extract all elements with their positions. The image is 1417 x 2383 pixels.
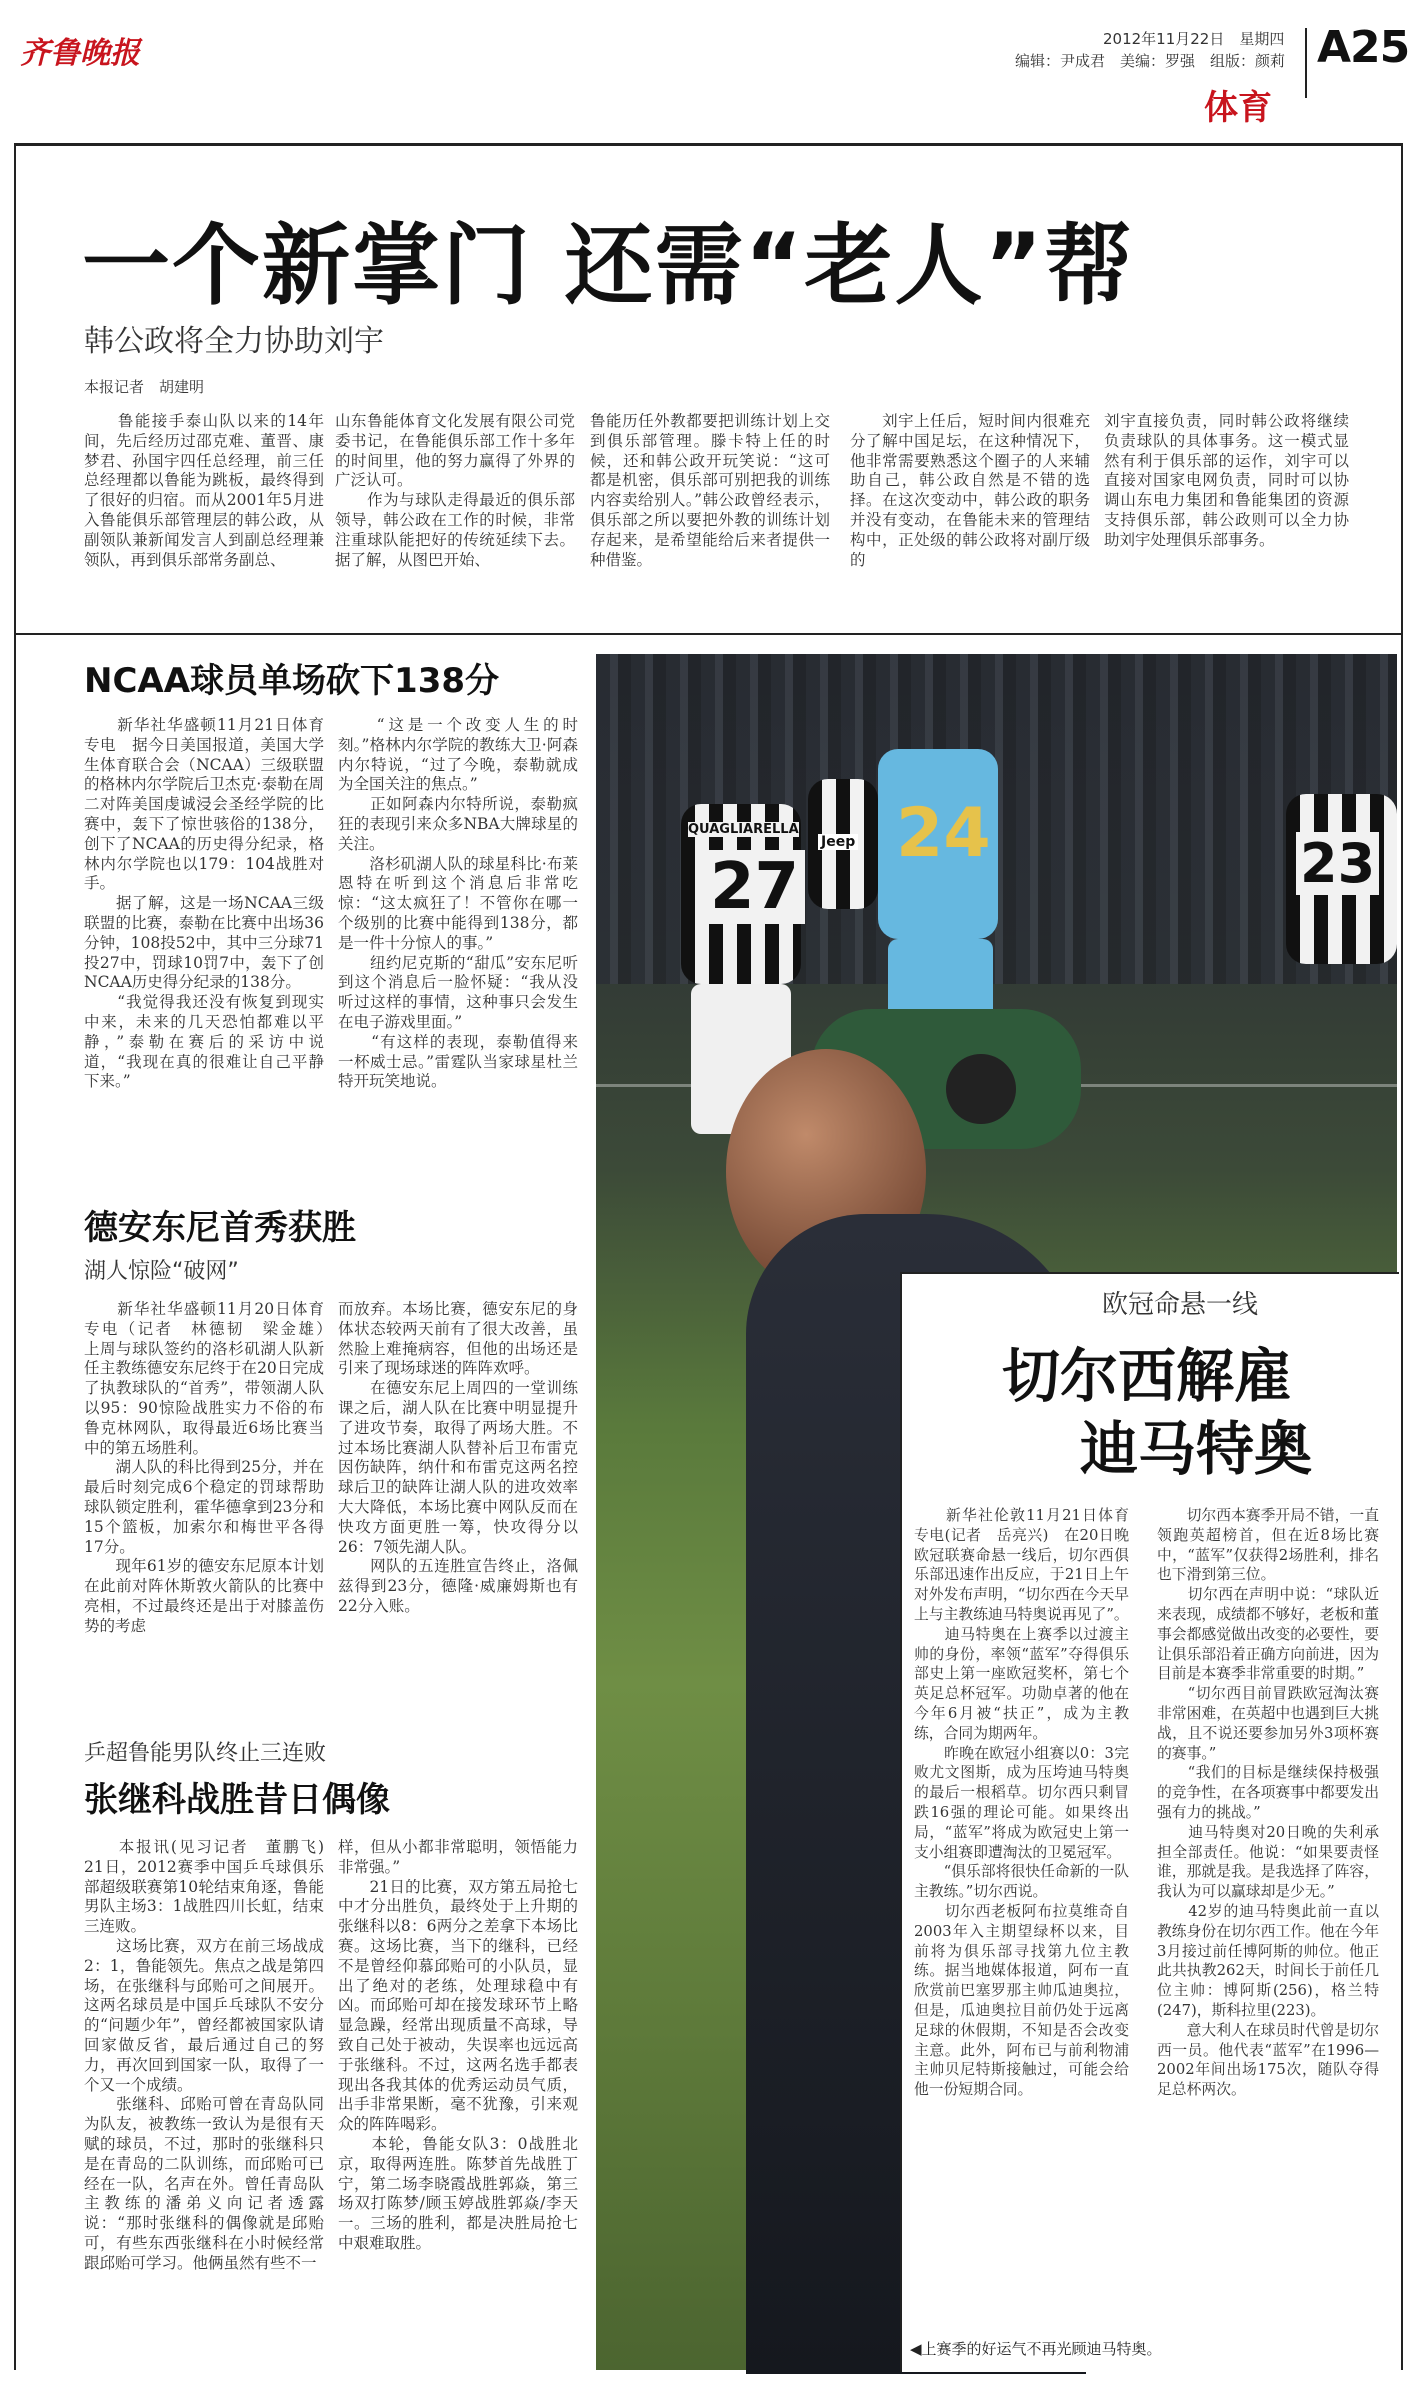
chelsea-column: 新华社伦敦11月21日体育专电(记者 岳亮兴) 在20日晚欧冠联赛命悬一线后，切尔西俱乐部迅速作出反应，于21日上午对外发布声明，“切尔西在今天早上与主教练迪马特奥说再见了”。 迪马特奥在上赛季以过渡主帅的身份，率领“蓝军”夺得俱乐部史上第一座欧冠奖杯，第七个英足总杯冠军。功勋卓著的他在今年6月被“扶正”，成为主教练，合同为期两年。 昨晚在欧冠小组赛以0：3完败尤文图斯，成为压垮迪马特奥的最后一根稻草。切尔西只剩冒跌16强的理论可能。如果终出局，“蓝军”将成为欧冠史上第一支小组赛即遭淘汰的卫冕冠军。 “俱乐部将很快任命新的一队主教练。”切尔西说。 切尔西老板阿布拉莫维奇自2003年入主期望绿杯以来，目前将为俱乐部寻找第九位主教练。据当地媒体报道，阿布一直欣赏前巴塞罗那主帅瓜迪奥拉，但是，瓜迪奥拉目前仍处于远离足球的休假期，不知是否会改变主意。此外，阿布已与前利物浦主帅贝尼特斯接触过，可能会给他一份短期合同。: [914, 1507, 1129, 2099]
player-left-name: QUAGLIARELLA: [688, 822, 799, 837]
right-border: [1401, 143, 1403, 2370]
lead-column: 鲁能接手泰山队以来的14年间，先后经历过邵克难、董晋、康梦君、孙国宇四任总经理，前三任总经理都以鲁能为跳板，最终得到了很好的归宿。而从2001年5月进入鲁能俱乐部管理层的韩公政，从副领队兼新闻发言人到副总经理兼领队，再到俱乐部常务副总、: [84, 412, 324, 569]
lead-subheadline: 韩公政将全力协助刘宇: [84, 324, 384, 359]
chelsea-inset: [900, 1272, 1399, 2372]
chelsea-headline-1: 切尔西解雇: [1002, 1342, 1293, 1410]
editors-line: 编辑：尹成君 美编：罗强 组版：颜莉: [1015, 52, 1286, 70]
pingpong-kicker: 乒超鲁能男队终止三连败: [84, 1741, 327, 1766]
top-rule: [14, 143, 1403, 146]
date-line: 2012年11月22日 星期四: [1103, 30, 1285, 48]
chelsea-kicker: 欧冠命悬一线: [1102, 1290, 1259, 1320]
goalkeeper-head: [946, 1054, 1016, 1124]
dantoni-headline: 德安东尼首秀获胜: [84, 1208, 356, 1248]
chelsea-column: 切尔西本赛季开局不错，一直领跑英超榜首，但在近8场比赛中，“蓝军”仅获得2场胜利，排名也下滑到第三位。 切尔西在声明中说：“球队近来表现，成绩都不够好，老板和董事会都感觉做出改变的必要性，要让俱乐部沿着正确方向前进，因为目前是本赛季非常重要的时期。” “切尔西目前冒跌欧冠淘汰赛非常困难，在英超中也遇到巨大挑战，且不说还要参加另外3项杯赛的赛事。” “我们的目标是继续保持极强的竞争性，在各项赛事中都要发出强有力的挑战。” 迪马特奥对20日晚的失利承担全部责任。他说：“如果要责怪谁，那就是我。是我选择了阵容，我认为可以赢球却是少无。” 42岁的迪马特奥此前一直以教练身份在切尔西工作。他在今年3月接过前任博阿斯的帅位。他正此共执教262天，时间长于前任几位主帅：博阿斯(256)，格兰特(247)，斯科拉里(223)。 意大利人在球员时代曾是切尔西一员。他代表“蓝军”在1996—2002年间出场175次，随队夺得足总杯两次。: [1157, 1507, 1379, 2099]
left-border: [14, 143, 16, 2370]
ncaa-column: 新华社华盛顿11月21日体育专电 据今日美国报道，美国大学生体育联合会（NCAA）三级联盟的格林内尔学院后卫杰克·泰勒在周二对阵美国虔诚浸会圣经学院的比赛中，轰下了惊世骇俗的138分，创下了NCAA的历史得分纪录，格林内尔学院也以179：104战胜对手。 据了解，这是一场NCAA三级联盟的比赛，泰勒在比赛中出场36分钟，108投52中，其中三分球71投27中，罚球10罚7中，轰下了创NCAA历史得分纪录的138分。 “我觉得我还没有恢复到现实中来，未来的几天恐怕都难以平静，”泰勒在赛后的采访中说道，“我现在真的很难让自己平静下来。”: [84, 716, 324, 1091]
lower-divider: [14, 633, 1403, 635]
chelsea-headline-2: 迪马特奥: [1080, 1415, 1313, 1483]
player-right-number: 23: [1296, 832, 1379, 895]
dantoni-column: 新华社华盛顿11月20日体育专电（记者 林德韧 梁金雄） 上周与球队签约的洛杉矶湖人队新任主教练德安东尼终于在20日完成了执教球队的“首秀”，带领湖人队以95：90惊险战胜实力不俗的布鲁克林网队，取得最近6场比赛当中的第五场胜利。 湖人队的科比得到25分，并在最后时刻完成6个稳定的罚球帮助球队锁定胜利，霍华德拿到23分和15个篮板，加索尔和梅世平各得17分。 现年61岁的德安东尼原本计划在此前对阵休斯敦火箭队的比赛中亮相，不过最终还是出于对膝盖伤势的考虑: [84, 1300, 324, 1635]
photo-caption: ◀上赛季的好运气不再光顾迪马特奥。: [910, 2340, 1162, 2358]
paper-name: 齐鲁晚报: [20, 36, 140, 71]
pingpong-column: 样，但从小都非常聪明，领悟能力非常强。” 21日的比赛，双方第五局抢七中才分出胜负，最终处于上升期的张继科以8：6两分之差拿下本场比赛。这场比赛，当下的继科，已经不是曾经仰慕邱贻可的小队员，显出了绝对的老练，处理球稳中有凶。而邱贻可却在接发球环节上略显急躁，经常出现质量不高球，导致自己处于被动，失误率也远远高于张继科。不过，这两名选手都表现出各我其体的优秀运动员气质，出手非常果断，毫不犹豫，引来观众的阵阵喝彩。 本轮，鲁能女队3：0战胜北京，取得两连胜。陈梦首先战胜丁宁，第二场李晓霞战胜郭焱，第三场双打陈梦/顾玉婷战胜郭焱/李天一。三场的胜利，都是决胜局抢七中艰难取胜。: [338, 1838, 578, 2252]
ncaa-headline: NCAA球员单场砍下138分: [84, 661, 500, 701]
masthead-divider: [1305, 28, 1307, 98]
player-center-number: 24: [896, 794, 991, 873]
sponsor-logo: Jeep: [818, 834, 858, 850]
lead-column: 刘宇直接负责，同时韩公政将继续负责球队的具体事务。这一模式显然有利于俱乐部的运作，刘宇可以直接对国家电网负责，同时可以协调山东电力集团和鲁能集团的资源支持俱乐部，韩公政则可以全力协助刘宇处理俱乐部事务。: [1104, 412, 1349, 549]
dantoni-subheadline: 湖人惊险“破网”: [84, 1259, 239, 1284]
player-left-number: 27: [704, 850, 805, 924]
dantoni-column: 而放弃。本场比赛，德安东尼的身体状态较两天前有了很大改善，虽然脸上难掩病容，但他的出场还是引来了现场球迷的阵阵欢呼。 在德安东尼上周四的一堂训练课之后，湖人队在比赛中明显提升了进攻节奏，取得了两场大胜。不过本场比赛湖人队替补后卫布雷克因伤缺阵，纳什和布雷克这两名控球后卫的缺阵让湖人队的进攻效率大大降低，本场比赛中网队反而在快攻方面更胜一筹，快攻得分以26：7领先湖人队。 网队的五连胜宣告终止，洛佩兹得到23分，德隆·威廉姆斯也有22分入账。: [338, 1300, 578, 1615]
lead-headline: 一个新掌门 还需“老人”帮: [82, 214, 1135, 317]
lead-column: 山东鲁能体育文化发展有限公司党委书记，在鲁能俱乐部工作十多年的时间里，他的努力赢得了外界的广泛认可。 作为与球队走得最近的俱乐部领导，韩公政在工作的时候，非常注重球队能把好的传统延续下去。据了解，从图巴开始、: [335, 412, 575, 569]
lead-column: 鲁能历任外教都要把训练计划上交到俱乐部管理。滕卡特上任的时候，还和韩公政开玩笑说：“这可都是机密，俱乐部可别把我的训练内容卖给别人。”韩公政曾经表示，俱乐部之所以要把外教的训练计划存起来，是希望能给后来者提供一种借鉴。: [590, 412, 830, 569]
pingpong-column: 本报讯(见习记者 董鹏飞) 21日，2012赛季中国乒乓球俱乐部超级联赛第10轮结束角逐，鲁能男队主场3：1战胜四川长虹，结束三连败。 这场比赛，双方在前三场战成2：1，鲁能领先。焦点之战是第四场，在张继科与邱贻可之间展开。这两名球员是中国乒乓球队不安分的“问题少年”，曾经都被国家队请回家做反省，最后通过自己的努力，再次回到国家一队，取得了一个又一个成绩。 张继科、邱贻可曾在青岛队同为队友，被教练一致认为是很有天赋的球员，不过，那时的张继科只是在青岛的二队训练，而邱贻可已经在一队，名声在外。曾任青岛队主教练的潘弟义向记者透露说：“那时张继科的偶像就是邱贻可，有些东西张继科在小时候经常跟邱贻可学习。他俩虽然有些不一: [84, 1838, 324, 2272]
pingpong-headline: 张继科战胜昔日偶像: [84, 1780, 390, 1820]
section-label: 体育: [1204, 88, 1272, 128]
page-number: A25: [1317, 22, 1410, 73]
lead-column: 刘宇上任后，短时间内很难充分了解中国足坛，在这种情况下，他非常需要熟悉这个圈子的人来辅助自己，韩公政自然是不错的选择。在这次变动中，韩公政的职务并没有变动，在鲁能未来的管理结构中，正处级的韩公政将对副厅级的: [850, 412, 1090, 569]
ncaa-column: “这是一个改变人生的时刻。”格林内尔学院的教练大卫·阿森内尔特说，“过了今晚，泰勒就成为全国关注的焦点。” 正如阿森内尔特所说，泰勒疯狂的表现引来众多NBA大牌球星的关注。 洛杉矶湖人队的球星科比·布莱恩特在听到这个消息后非常吃惊：“这太疯狂了！不管你在哪一个级别的比赛中能得到138分，都是一件十分惊人的事。” 纽约尼克斯的“甜瓜”安东尼听到这个消息后一脸怀疑：“我从没听过这样的事情，这种事只会发生在电子游戏里面。” “有这样的表现，泰勒值得来一杯威士忌。”雷霆队当家球星杜兰特开玩笑地说。: [338, 716, 578, 1091]
lead-byline: 本报记者 胡建明: [84, 378, 205, 396]
